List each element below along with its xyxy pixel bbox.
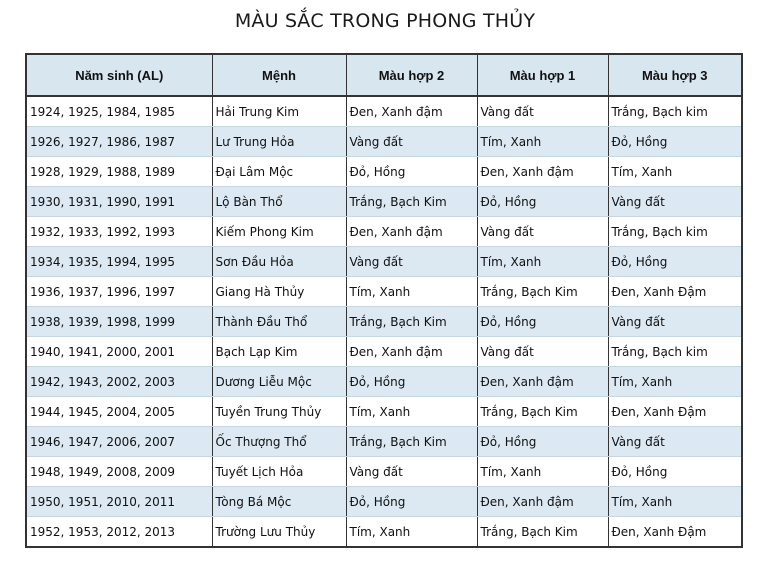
page-title: MÀU SẮC TRONG PHONG THỦY <box>234 10 536 32</box>
cell-color-3: Đen, Xanh Đậm <box>608 517 742 548</box>
cell-birth-years: 1926, 1927, 1986, 1987 <box>26 127 212 157</box>
cell-birth-years: 1950, 1951, 2010, 2011 <box>26 487 212 517</box>
table-row <box>26 337 742 367</box>
cell-color-3: Đen, Xanh Đậm <box>608 397 742 427</box>
header-color-3: Màu hợp 3 <box>608 54 742 96</box>
cell-color-1: Vàng đất <box>477 96 608 127</box>
cell-color-3: Tím, Xanh <box>608 157 742 187</box>
cell-color-1: Tím, Xanh <box>477 457 608 487</box>
cell-color-3: Trắng, Bạch kim <box>608 217 742 247</box>
cell-color-2: Tím, Xanh <box>346 517 477 548</box>
cell-color-1: Tím, Xanh <box>477 127 608 157</box>
cell-color-2: Vàng đất <box>346 457 477 487</box>
table-row <box>26 127 742 157</box>
cell-color-1: Đỏ, Hồng <box>477 427 608 457</box>
cell-birth-years: 1934, 1935, 1994, 1995 <box>26 247 212 277</box>
cell-color-3: Tím, Xanh <box>608 487 742 517</box>
cell-color-3: Đen, Xanh Đậm <box>608 277 742 307</box>
table-row <box>26 457 742 487</box>
cell-color-1: Trắng, Bạch Kim <box>477 397 608 427</box>
cell-color-2: Trắng, Bạch Kim <box>346 307 477 337</box>
table-row <box>26 367 742 397</box>
cell-color-2: Trắng, Bạch Kim <box>346 187 477 217</box>
cell-element: Trường Lưu Thủy <box>212 517 346 548</box>
table-row <box>26 247 742 277</box>
cell-color-1: Vàng đất <box>477 337 608 367</box>
cell-birth-years: 1936, 1937, 1996, 1997 <box>26 277 212 307</box>
cell-color-1: Vàng đất <box>477 217 608 247</box>
cell-birth-years: 1924, 1925, 1984, 1985 <box>26 96 212 127</box>
table-body <box>26 96 742 547</box>
cell-color-3: Trắng, Bạch kim <box>608 96 742 127</box>
cell-color-2: Đen, Xanh đậm <box>346 337 477 367</box>
cell-color-3: Trắng, Bạch kim <box>608 337 742 367</box>
cell-element: Lư Trung Hỏa <box>212 127 346 157</box>
cell-color-3: Tím, Xanh <box>608 367 742 397</box>
cell-color-3: Vàng đất <box>608 427 742 457</box>
cell-birth-years: 1948, 1949, 2008, 2009 <box>26 457 212 487</box>
cell-color-2: Đỏ, Hồng <box>346 487 477 517</box>
cell-element: Bạch Lạp Kim <box>212 337 346 367</box>
cell-color-2: Trắng, Bạch Kim <box>346 427 477 457</box>
cell-color-1: Đen, Xanh đậm <box>477 367 608 397</box>
cell-color-1: Đỏ, Hồng <box>477 307 608 337</box>
cell-color-2: Đỏ, Hồng <box>346 367 477 397</box>
table-row <box>26 397 742 427</box>
cell-color-2: Vàng đất <box>346 127 477 157</box>
cell-birth-years: 1938, 1939, 1998, 1999 <box>26 307 212 337</box>
cell-color-3: Đỏ, Hồng <box>608 127 742 157</box>
cell-element: Thành Đầu Thổ <box>212 307 346 337</box>
table-row <box>26 487 742 517</box>
cell-element: Tuyền Trung Thủy <box>212 397 346 427</box>
cell-element: Ốc Thượng Thổ <box>212 427 346 457</box>
cell-color-3: Vàng đất <box>608 307 742 337</box>
table-row <box>26 307 742 337</box>
cell-element: Hải Trung Kim <box>212 96 346 127</box>
cell-element: Sơn Đầu Hỏa <box>212 247 346 277</box>
cell-element: Lộ Bàn Thổ <box>212 187 346 217</box>
cell-color-2: Tím, Xanh <box>346 397 477 427</box>
table-row <box>26 187 742 217</box>
cell-color-1: Trắng, Bạch Kim <box>477 277 608 307</box>
cell-birth-years: 1940, 1941, 2000, 2001 <box>26 337 212 367</box>
table-row <box>26 217 742 247</box>
table-row <box>26 517 742 548</box>
cell-birth-years: 1930, 1931, 1990, 1991 <box>26 187 212 217</box>
cell-element: Tòng Bá Mộc <box>212 487 346 517</box>
header-color-2: Màu hợp 2 <box>346 54 477 96</box>
table-row <box>26 427 742 457</box>
cell-color-1: Đen, Xanh đậm <box>477 157 608 187</box>
cell-birth-years: 1932, 1933, 1992, 1993 <box>26 217 212 247</box>
table-header-row <box>26 54 742 96</box>
cell-color-2: Đen, Xanh đậm <box>346 217 477 247</box>
cell-color-3: Đỏ, Hồng <box>608 247 742 277</box>
cell-element: Tuyết Lịch Hỏa <box>212 457 346 487</box>
cell-color-2: Vàng đất <box>346 247 477 277</box>
cell-element: Giang Hà Thủy <box>212 277 346 307</box>
cell-color-2: Tím, Xanh <box>346 277 477 307</box>
cell-birth-years: 1946, 1947, 2006, 2007 <box>26 427 212 457</box>
cell-color-1: Đỏ, Hồng <box>477 187 608 217</box>
header-color-1: Màu hợp 1 <box>477 54 608 96</box>
cell-color-3: Vàng đất <box>608 187 742 217</box>
cell-color-2: Đỏ, Hồng <box>346 157 477 187</box>
header-element: Mệnh <box>212 54 346 96</box>
cell-birth-years: 1944, 1945, 2004, 2005 <box>26 397 212 427</box>
table-row <box>26 96 742 127</box>
cell-birth-years: 1952, 1953, 2012, 2013 <box>26 517 212 548</box>
header-birth-year: Năm sinh (AL) <box>26 54 212 96</box>
cell-element: Dương Liễu Mộc <box>212 367 346 397</box>
table-row <box>26 277 742 307</box>
cell-color-1: Tím, Xanh <box>477 247 608 277</box>
cell-color-1: Trắng, Bạch Kim <box>477 517 608 548</box>
feng-shui-color-table <box>25 53 743 548</box>
cell-color-2: Đen, Xanh đậm <box>346 96 477 127</box>
cell-birth-years: 1942, 1943, 2002, 2003 <box>26 367 212 397</box>
cell-birth-years: 1928, 1929, 1988, 1989 <box>26 157 212 187</box>
cell-color-1: Đen, Xanh đậm <box>477 487 608 517</box>
cell-element: Kiếm Phong Kim <box>212 217 346 247</box>
table-row <box>26 157 742 187</box>
cell-color-3: Đỏ, Hồng <box>608 457 742 487</box>
cell-element: Đại Lâm Mộc <box>212 157 346 187</box>
